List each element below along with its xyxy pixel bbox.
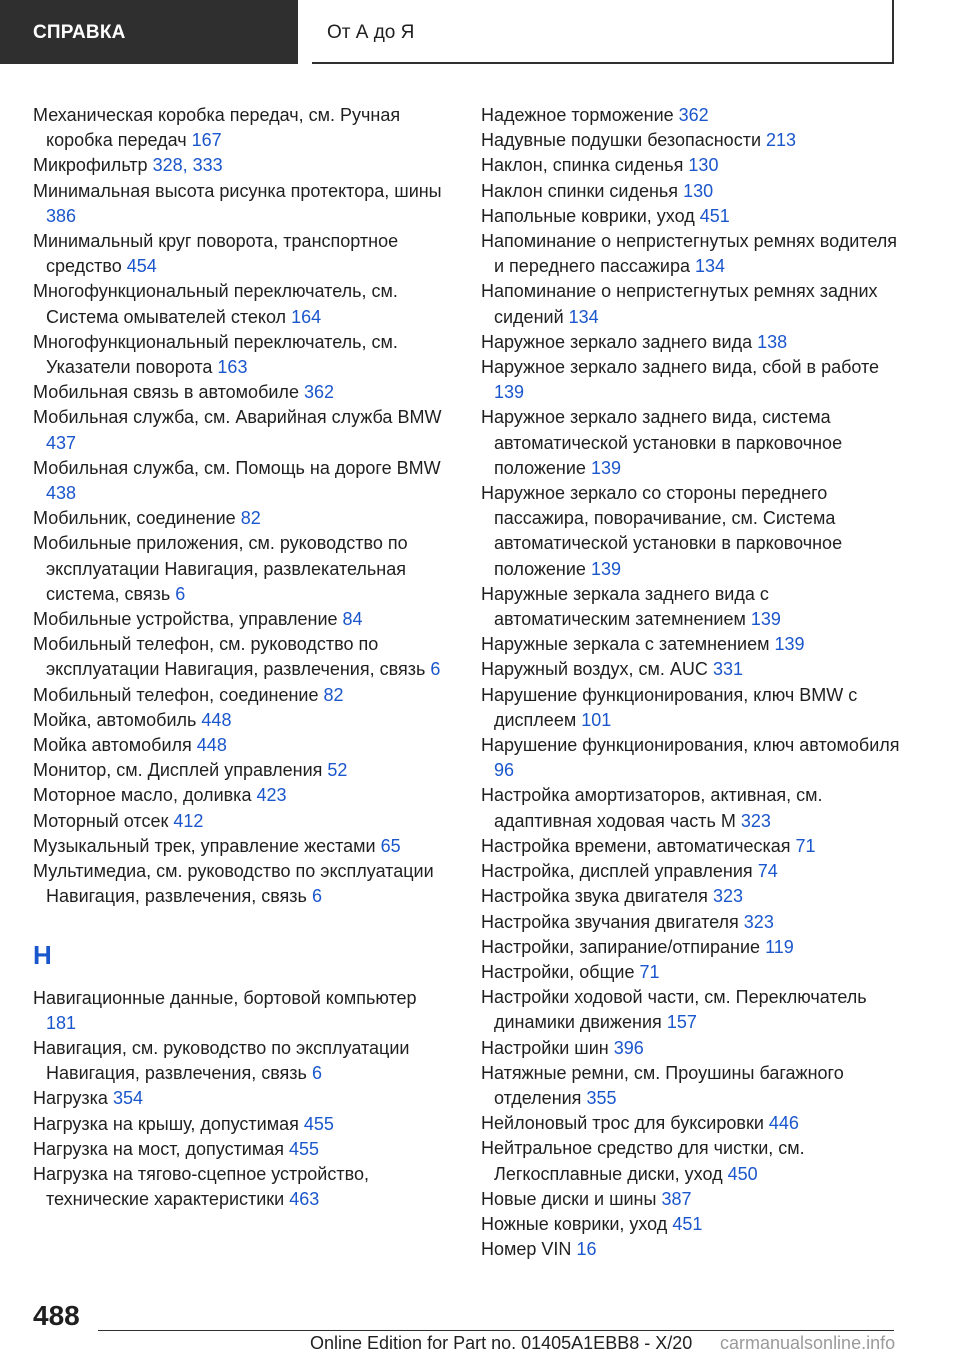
index-entry: [33, 330, 443, 380]
index-entry-text: Монитор, см. Дисплей управления: [33, 760, 323, 781]
index-page-link[interactable]: 323: [712, 886, 743, 907]
index-entry: [481, 1187, 901, 1212]
index-entry-text: Настройка, дисплей управления: [481, 861, 753, 882]
index-entry-text: Напоминание о непристегнутых ремнях задних сидений: [481, 281, 878, 327]
index-page-link[interactable]: 454: [126, 256, 157, 277]
index-entry-text: Навигационные данные, бортовой компьютер: [33, 987, 417, 1008]
index-entry: [481, 330, 901, 355]
index-entry-text: Наружное зеркало заднего вида, система автоматической установки в парковочное положение: [481, 407, 843, 478]
index-entry-text: Натяжные ремни, см. Проушины багажного отделения: [481, 1062, 844, 1108]
index-page-link[interactable]: 448: [201, 709, 232, 730]
index-entry-text: Нейтральное средство для чистки, см. Легкосплавные диски, уход: [481, 1138, 805, 1184]
index-entry-text: Нагрузка: [33, 1088, 108, 1109]
index-page-link[interactable]: 167: [191, 130, 222, 151]
index-page-link[interactable]: 138: [757, 331, 788, 352]
index-page-link[interactable]: 386: [46, 205, 77, 226]
index-entry-text: Нагрузка на крышу, допустимая: [33, 1113, 299, 1134]
index-entry-text: Мобильный телефон, см. руководство по эксплуатации Навигация, развлечения, связь: [33, 634, 426, 680]
index-entry: [481, 103, 901, 128]
index-entry-text: Напоминание о непристегнутых ремнях водителя и переднего пассажира: [481, 231, 897, 277]
index-page-link[interactable]: 134: [694, 256, 726, 277]
subsection-title: От А до Я: [327, 22, 415, 43]
index-entry-text: Напольные коврики, уход: [481, 205, 695, 226]
index-list-m: [33, 103, 443, 910]
index-list-n: [33, 986, 443, 1213]
index-entry-text: Мобильные приложения, см. руководство по эксплуатации Навигация, развлекательная система, связь: [33, 533, 408, 604]
index-entry: [481, 985, 901, 1035]
index-page-link[interactable]: 6: [430, 659, 441, 680]
index-entry-text: Навигация, см. руководство по эксплуатации Навигация, развлечения, связь: [33, 1037, 410, 1084]
index-page-link[interactable]: 362: [303, 382, 335, 403]
index-entry: [481, 632, 901, 657]
subsection-tab: [312, 0, 894, 64]
index-page-link[interactable]: 455: [289, 1138, 320, 1159]
index-entry-text: Ножные коврики, уход: [481, 1213, 668, 1234]
index-entry: [33, 733, 443, 758]
index-entry: [33, 1137, 443, 1162]
index-entry-text: Многофункциональный переключатель, см. Указатели поворота: [33, 331, 398, 378]
index-page-link[interactable]: 438: [46, 483, 77, 504]
index-page-link[interactable]: 119: [765, 936, 794, 957]
index-entry-text: Надежное торможение: [481, 105, 674, 125]
index-entry: [481, 582, 901, 632]
index-entry: [481, 1111, 901, 1136]
index-entry-text: Настройки, общие: [481, 961, 635, 982]
index-page-link[interactable]: 412: [173, 810, 204, 831]
index-page-link[interactable]: 139: [494, 382, 525, 403]
index-page-link[interactable]: 328, 333: [152, 155, 223, 176]
index-entry: [33, 153, 443, 178]
index-entry: [33, 758, 443, 783]
index-page-link[interactable]: 423: [256, 785, 287, 806]
index-page-link[interactable]: 71: [639, 961, 660, 982]
index-entry-text: Наружное зеркало со стороны переднего пассажира, поворачивание, см. Система автоматической установки в парковочное положение: [481, 483, 843, 579]
index-entry-text: Минимальная высота рисунка протектора, шины: [33, 180, 442, 201]
index-entry-text: Музыкальный трек, управление жестами: [33, 835, 376, 856]
index-column-left: [33, 103, 443, 1212]
index-entry: [481, 1237, 901, 1262]
index-entry-text: Нарушение функционирования, ключ автомобиля: [481, 735, 900, 756]
index-entry-text: Моторный отсек: [33, 810, 169, 831]
index-page-link[interactable]: 446: [768, 1113, 799, 1134]
index-entry: [481, 733, 901, 783]
index-page-link[interactable]: 163: [217, 357, 248, 378]
index-page-link[interactable]: 101: [581, 709, 612, 730]
index-page-link[interactable]: 355: [586, 1087, 617, 1108]
index-entry-text: Настройки, запирание/отпирание: [481, 936, 761, 957]
index-page-link[interactable]: 52: [327, 760, 348, 781]
index-entry: [33, 607, 443, 632]
index-page-link[interactable]: 157: [666, 1012, 697, 1033]
index-page-link[interactable]: 331: [712, 659, 743, 680]
index-entry: [33, 859, 443, 909]
index-page-link[interactable]: 139: [590, 457, 621, 478]
index-page-link[interactable]: 139: [774, 634, 805, 655]
index-entry: [33, 1112, 443, 1137]
index-page-link[interactable]: 6: [311, 1063, 322, 1084]
index-entry-text: Настройка звучания двигателя: [481, 911, 739, 932]
index-entry: [33, 986, 443, 1036]
index-page-link[interactable]: 354: [112, 1088, 143, 1109]
index-entry: [481, 128, 901, 153]
index-entry-text: Наклон спинки сиденья: [481, 180, 679, 201]
index-entry: [481, 884, 901, 909]
index-column-right: [481, 103, 901, 1262]
index-entry: [481, 683, 901, 733]
index-entry: [33, 279, 443, 329]
index-entry: [481, 405, 901, 481]
footer-divider: [98, 1330, 894, 1331]
index-page-link[interactable]: 213: [766, 130, 797, 151]
index-page-link[interactable]: 164: [291, 306, 322, 327]
index-entry-text: Мойка автомобиля: [33, 735, 192, 756]
index-entry: [33, 1036, 443, 1086]
index-page-link[interactable]: 139: [590, 558, 621, 579]
index-entry-text: Настройка времени, автоматическая: [481, 835, 791, 856]
index-page-link[interactable]: 323: [743, 911, 774, 932]
index-entry: [481, 1136, 901, 1186]
index-page-link[interactable]: 82: [323, 684, 344, 705]
index-page-link[interactable]: 130: [683, 180, 714, 201]
index-entry-text: Наружные зеркала с затемнением: [481, 634, 770, 655]
index-page-link[interactable]: 139: [750, 609, 781, 630]
index-entry-text: Мультимедиа, см. руководство по эксплуатации Навигация, развлечения, связь: [33, 861, 434, 907]
index-page-link[interactable]: 387: [661, 1188, 692, 1209]
index-entry-text: Номер VIN: [481, 1239, 572, 1260]
index-entry-text: Минимальный круг поворота, транспортное средство: [33, 231, 399, 277]
index-entry-text: Наружный воздух, см. AUC: [481, 659, 708, 680]
index-entry-text: Настройка звука двигателя: [481, 886, 708, 907]
index-page-link[interactable]: 130: [688, 155, 719, 176]
index-entry: [481, 834, 901, 859]
index-page-link[interactable]: 463: [289, 1189, 320, 1210]
index-entry: [481, 783, 901, 833]
index-entry: [33, 229, 443, 279]
index-letter-heading: Н: [33, 939, 52, 970]
index-entry-text: Мобильная служба, см. Помощь на дороге BMW: [33, 457, 441, 478]
index-page-link[interactable]: 451: [672, 1213, 703, 1234]
index-page-link[interactable]: 96: [494, 760, 515, 781]
index-entry: [33, 179, 443, 229]
index-entry-text: Механическая коробка передач, см. Ручная коробка передач: [33, 105, 401, 151]
page-number: 488: [33, 1300, 80, 1331]
index-entry: [481, 935, 901, 960]
index-entry-text: Моторное масло, доливка: [33, 785, 252, 806]
index-entry: [481, 657, 901, 682]
index-entry: [481, 481, 901, 582]
index-entry: [481, 859, 901, 884]
section-title: СПРАВКА: [33, 22, 126, 43]
index-page-link[interactable]: 181: [46, 1012, 77, 1033]
index-entry: [33, 103, 443, 153]
index-entry-text: Мобильные устройства, управление: [33, 609, 338, 630]
index-entry: [481, 229, 901, 279]
index-entry-text: Микрофильтр: [33, 155, 148, 176]
index-list-n-continued: [481, 103, 901, 1262]
section-tab: [0, 0, 298, 64]
index-entry: [481, 910, 901, 935]
index-entry: [481, 179, 901, 204]
index-page-link[interactable]: 450: [727, 1163, 758, 1184]
index-page-link[interactable]: 16: [576, 1239, 597, 1260]
footer-edition: Online Edition for Part no. 01405A1EBB8 - X/20: [310, 1333, 693, 1353]
index-page-link[interactable]: 6: [311, 886, 322, 907]
index-page-link[interactable]: 455: [303, 1113, 334, 1134]
index-entry: [33, 783, 443, 808]
index-entry-text: Мобильная связь в автомобиле: [33, 382, 299, 403]
watermark: carmanualsonline.info: [720, 1333, 896, 1353]
index-entry: [33, 405, 443, 455]
index-page-link[interactable]: 437: [46, 432, 77, 453]
index-page-link[interactable]: 134: [568, 306, 599, 327]
index-entry: [33, 683, 443, 708]
index-entry: [33, 708, 443, 733]
index-entry-text: Наружные зеркала заднего вида с автоматическим затемнением: [481, 583, 769, 630]
index-entry: [33, 531, 443, 607]
index-entry: [481, 1061, 901, 1111]
index-entry: [481, 355, 901, 405]
index-entry-text: Нагрузка на тягово-сцепное устройство, технические характеристики: [33, 1163, 369, 1210]
index-entry-text: Нагрузка на мост, допустимая: [33, 1138, 284, 1159]
index-entry-text: Настройки ходовой части, см. Переключатель динамики движения: [481, 987, 867, 1033]
index-entry: [33, 380, 443, 405]
index-entry: [481, 1212, 901, 1237]
index-entry: [33, 1086, 443, 1111]
index-page-link[interactable]: 448: [196, 735, 227, 756]
index-entry-text: Мобильная служба, см. Аварийная служба BMW: [33, 407, 442, 428]
index-entry-text: Многофункциональный переключатель, см. Система омывателей стекол: [33, 281, 398, 327]
index-page-link[interactable]: 451: [699, 205, 730, 226]
index-entry-text: Нейлоновый трос для буксировки: [481, 1113, 764, 1134]
index-entry: [33, 1162, 443, 1212]
index-entry-text: Настройки шин: [481, 1037, 609, 1058]
index-page-link[interactable]: 323: [740, 810, 771, 831]
index-entry: [481, 1036, 901, 1061]
index-entry: [481, 204, 901, 229]
index-entry: [33, 834, 443, 859]
index-entry-text: Нарушение функционирования, ключ BMW с дисплеем: [481, 684, 858, 730]
index-page-link[interactable]: 362: [678, 105, 709, 125]
index-entry-text: Наружное зеркало заднего вида: [481, 331, 753, 352]
index-page-link[interactable]: 84: [342, 609, 363, 630]
index-entry-text: Новые диски и шины: [481, 1188, 657, 1209]
index-entry-text: Наклон, спинка сиденья: [481, 155, 684, 176]
index-entry: [33, 456, 443, 506]
index-entry: [481, 153, 901, 178]
index-page-link[interactable]: 6: [175, 583, 186, 604]
index-page-link[interactable]: 71: [795, 835, 816, 856]
index-entry: [33, 506, 443, 531]
index-entry-text: Надувные подушки безопасности: [481, 130, 761, 151]
index-page-link[interactable]: 74: [757, 861, 778, 882]
index-entry: [33, 632, 443, 682]
index-entry-text: Мобильный телефон, соединение: [33, 684, 319, 705]
index-entry-text: Настройка амортизаторов, активная, см. адаптивная ходовая часть M: [481, 785, 823, 831]
index-page-link[interactable]: 396: [613, 1037, 644, 1058]
index-page-link[interactable]: 65: [380, 835, 401, 856]
index-entry: [481, 279, 901, 329]
index-entry: [481, 960, 901, 985]
index-entry-text: Наружное зеркало заднего вида, сбой в работе: [481, 357, 880, 378]
index-page-link[interactable]: 82: [240, 508, 261, 529]
index-entry-text: Мобильник, соединение: [33, 508, 236, 529]
index-entry: [33, 809, 443, 834]
index-entry-text: Мойка, автомобиль: [33, 709, 197, 730]
